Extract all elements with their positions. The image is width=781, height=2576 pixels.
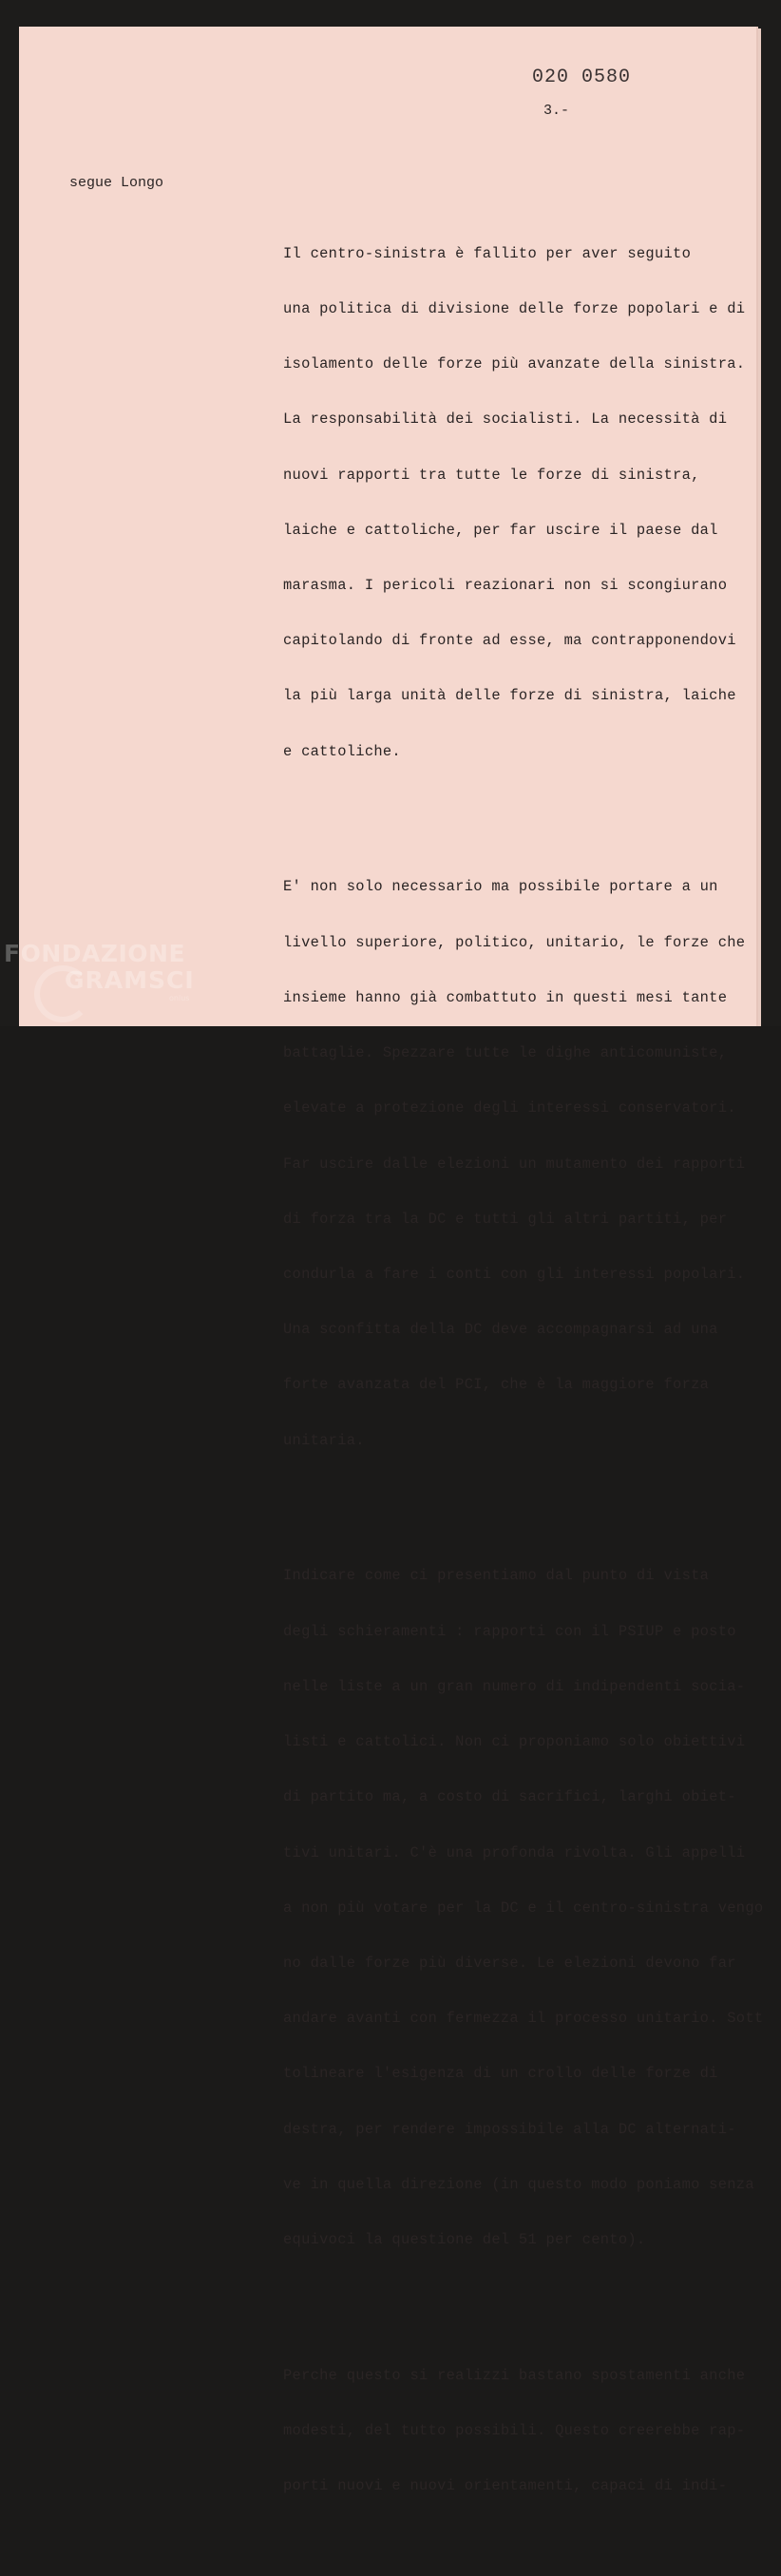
text-line: La responsabilità dei socialisti. La necessità di xyxy=(283,410,728,429)
text-line: a non più votare per la DC e il centro-sinistra vengo xyxy=(283,1899,764,1917)
document-number: 020 0580 xyxy=(532,67,632,88)
text-line: no dalle forze più diverse. Le elezioni devono far xyxy=(283,1955,736,1972)
paragraph-3 xyxy=(283,1531,764,2287)
text-line: di partito ma, a costo di sacrifici, larghi obiet- xyxy=(283,1788,736,1806)
text-line: battaglie. Spezzare tutte le dighe anticomuniste, xyxy=(283,1044,728,1062)
text-line: andare avanti con fermezza il processo unitario. Sott xyxy=(283,2010,764,2028)
speaker-label: segue Longo xyxy=(69,175,164,191)
text-line: ve in quella direzione (in questo modo poniamo senza xyxy=(283,2175,754,2193)
text-line: e cattoliche. xyxy=(283,742,401,760)
text-line: laiche e cattoliche, per far uscire il paese dal xyxy=(283,521,718,539)
text-line: unitaria. xyxy=(283,1431,365,1449)
watermark-line-1: FONDAZIONE xyxy=(4,940,186,967)
document-body xyxy=(283,171,764,2576)
page-number: 3.- xyxy=(543,103,570,119)
text-line: equivoci la questione del 51 per cento). xyxy=(283,2231,646,2249)
page-edge xyxy=(758,29,761,1026)
fondazione-gramsci-watermark xyxy=(4,941,195,994)
text-line: Indicare come ci presentiamo dal punto di vista xyxy=(283,1567,710,1585)
text-line: isolamento delle forze più avanzate della sinistra. xyxy=(283,355,746,373)
text-line: degli schieramenti : rapporti con il PSIUP e posto xyxy=(283,1622,736,1640)
text-line: Una sconfitta della DC deve accompagnarsi ad una xyxy=(283,1321,718,1339)
text-line: una politica di divisione delle forze popolari e di xyxy=(283,299,746,317)
text-line: elevate a protezione degli interessi conservatori. xyxy=(283,1099,736,1117)
text-line: nelle liste a un gran numero di indipendenti socia- xyxy=(283,1677,746,1695)
text-line: porti nuovi e nuovi orientamenti, capaci di indi- xyxy=(283,2477,728,2495)
text-line: marasma. I pericoli reazionari non si scongiurano xyxy=(283,576,728,594)
text-line: forte avanzata del PCI, che è la maggiore forza xyxy=(283,1376,710,1394)
paragraph-4 xyxy=(283,2330,758,2532)
g-logo-icon xyxy=(34,965,91,1022)
text-line: tivi unitari. C'è una profonda rivolta. Gli appelli xyxy=(283,1843,746,1861)
text-line: Far uscire dalle elezioni un mutamento dei rapporti xyxy=(283,1154,746,1173)
paragraph-1 xyxy=(283,208,758,798)
text-line: listi e cattolici. Non ci proponiamo solo obiettivi xyxy=(283,1733,746,1751)
watermark-line-2: GRAMSCI xyxy=(65,966,195,994)
text-line: E' non solo necessario ma possibile portare a un xyxy=(283,878,718,896)
text-line: nuovi rapporti tra tutte le forze di sinistra, xyxy=(283,466,700,484)
text-line: condurla a fare i conti con gli interessi popolari. xyxy=(283,1265,746,1283)
text-line: destra, per rendere impossibile alla DC alternati- xyxy=(283,2120,736,2138)
text-line: insieme hanno già combattuto in questi mesi tante xyxy=(283,988,728,1006)
text-line: di forza tra la DC e tutti gli altri partiti, per xyxy=(283,1210,728,1228)
paragraph-2 xyxy=(283,842,758,1487)
text-line: la più larga unità delle forze di sinistra, laiche xyxy=(283,687,736,705)
text-line: livello superiore, politico, unitario, le forze che xyxy=(283,933,746,951)
text-line: Il centro-sinistra è fallito per aver seguito xyxy=(283,244,692,262)
watermark-sub: onlus xyxy=(169,994,190,1002)
text-line: tolineare l'esigenza di un crollo delle forze di xyxy=(283,2065,718,2083)
text-line: capitolando di fronte ad esse, ma contrapponendovi xyxy=(283,632,736,650)
text-line: Perche questo si realizzi bastano spostamenti anche xyxy=(283,2366,746,2384)
text-line: modesti, del tutto possibili. Questo creerebbe rap- xyxy=(283,2422,746,2440)
